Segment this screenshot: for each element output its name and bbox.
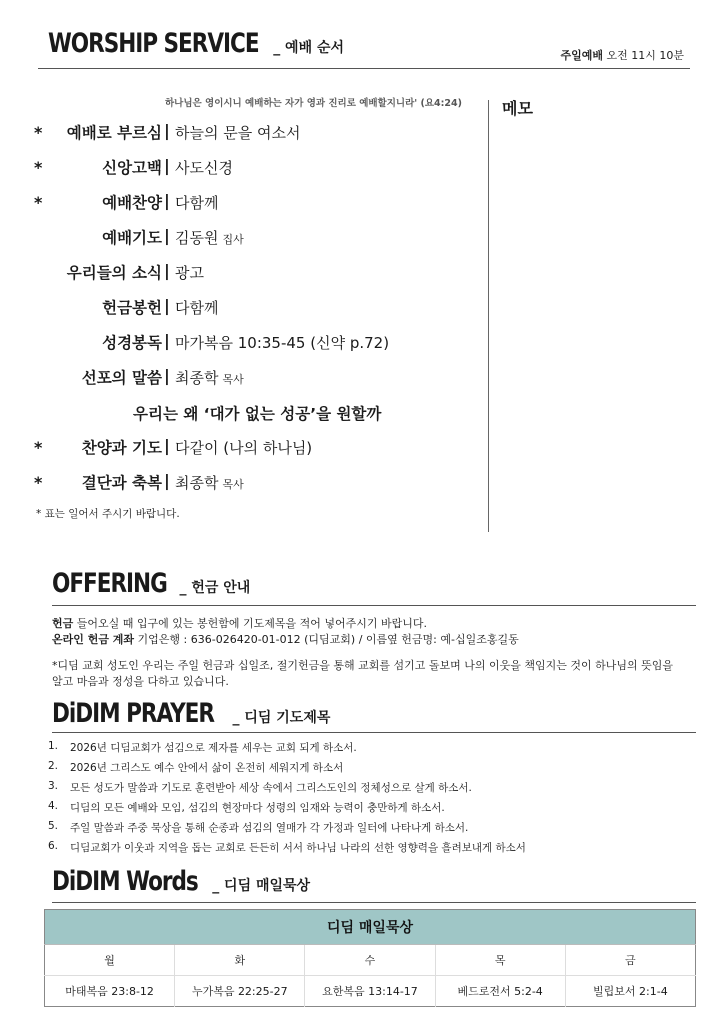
service-time-value: 오전 11시 10분 (606, 49, 684, 62)
separator-bar: | (164, 261, 170, 280)
worship-item (30, 191, 470, 215)
prayer-number: 6. (48, 840, 59, 852)
worship-item-value (175, 227, 244, 248)
reading-cell: 빌립보서 2:1-4 (593, 985, 668, 998)
worship-item (30, 226, 470, 250)
worship-item-text: 사도신경 (175, 159, 233, 177)
worship-item-label: 결단과 축복 (81, 474, 162, 492)
worship-divider (38, 68, 690, 69)
prayer-item (48, 760, 526, 780)
worship-item-label: 우리들의 소식 (66, 264, 162, 282)
standing-note: * 표는 일어서 주시기 바랍니다. (36, 508, 180, 520)
offering-line-2 (52, 631, 519, 647)
prayer-item (48, 820, 526, 840)
table-caption: 디딤 매일묵상 (45, 910, 696, 945)
separator-bar: | (164, 296, 170, 315)
worship-item-value (175, 262, 208, 283)
offering-divider (52, 605, 696, 606)
scripture-verse: 하나님은 영이시니 예배하는 자가 영과 진리로 예배할지니라' (요4:24) (165, 98, 462, 109)
memo-title: 메모 (502, 99, 533, 118)
worship-item-value (175, 437, 316, 458)
separator-bar: | (164, 331, 170, 350)
standing-star: * (34, 123, 43, 142)
worship-item (30, 471, 470, 495)
offering-label: 헌금 (52, 617, 74, 630)
separator-bar: | (164, 436, 170, 455)
worship-item-text: 마가복음 10:35-45 (신약 p.72) (175, 334, 390, 352)
reading-cell: 누가복음 22:25-27 (175, 976, 305, 1007)
prayer-number: 2. (48, 760, 59, 772)
words-subtitle: _ 디딤 매일묵상 (212, 878, 311, 894)
prayer-number: 4. (48, 800, 59, 812)
separator-bar: | (164, 121, 170, 140)
worship-title: WORSHIP SERVICE (48, 28, 259, 59)
prayer-number: 5. (48, 820, 59, 832)
worship-item-value (175, 297, 222, 318)
worship-heading (48, 28, 344, 59)
day-cell: 월 (45, 945, 175, 976)
prayer-text: 2026년 디딤교회가 섬김으로 제자를 세우는 교회 되게 하소서. (70, 742, 357, 754)
worship-item (30, 121, 470, 145)
worship-item-label: 헌금봉헌 (102, 299, 162, 317)
prayer-text: 2026년 그리스도 예수 안에서 삶이 온전히 세워지게 하소서 (70, 762, 344, 774)
worship-item-value (175, 367, 244, 388)
prayer-text: 디딤의 모든 예배와 모임, 섬김의 현장마다 성령의 임재와 능력이 충만하게 하소서. (70, 802, 445, 814)
prayer-subtitle: _ 디딤 기도제목 (232, 710, 331, 726)
reading-cell: 마태복음 23:8-12 (45, 976, 175, 1007)
worship-item (30, 261, 470, 285)
worship-item-text: 최종학 (175, 369, 219, 387)
separator-bar: | (164, 471, 170, 490)
reading-cell: 베드로전서 5:2-4 (435, 976, 565, 1007)
worship-item-value (175, 122, 304, 143)
worship-item-role: 목사 (222, 478, 244, 491)
service-label: 주일예배 (560, 49, 603, 62)
offering-instruction: 들어오실 때 입구에 있는 봉헌함에 기도제목을 적어 넣어주시기 바랍니다. (73, 617, 428, 630)
worship-item (30, 331, 470, 355)
worship-item-label: 선포의 말씀 (81, 369, 162, 387)
standing-star: * (34, 438, 43, 457)
worship-item (30, 366, 470, 390)
worship-subtitle: _ 예배 순서 (273, 40, 345, 56)
prayer-text: 모든 성도가 말씀과 기도로 훈련받아 세상 속에서 그리스도인의 정체성으로 살게 하소서. (70, 782, 472, 794)
prayer-item (48, 800, 526, 820)
worship-item (30, 156, 470, 180)
worship-item-value (175, 157, 237, 178)
offering-title: OFFERING (52, 568, 167, 599)
bank-account: 기업은행 : 636-026420-01-012 (디딤교회) / 이름옆 헌금명: 예-십일조홍길동 (134, 633, 519, 646)
prayer-number: 1. (48, 740, 59, 752)
worship-item-label: 찬양과 기도 (81, 439, 162, 457)
words-title: DiDIM Words (52, 866, 198, 897)
worship-item-value (175, 472, 244, 493)
separator-bar: | (164, 366, 170, 385)
worship-item-value (175, 332, 393, 353)
worship-item (30, 436, 470, 460)
separator-bar: | (164, 226, 170, 245)
separator-bar: | (164, 156, 170, 175)
sermon-title: 우리는 왜 ‘대가 없는 성공’을 원할까 (133, 405, 382, 423)
days-row (45, 945, 696, 976)
reading-cell: 요한복음 13:14-17 (305, 976, 435, 1007)
standing-star: * (34, 193, 43, 212)
worship-item-label: 예배로 부르심 (66, 124, 162, 142)
readings-row (45, 976, 696, 1007)
prayer-item (48, 780, 526, 800)
offering-line-1 (52, 615, 427, 631)
day-cell: 수 (305, 945, 435, 976)
worship-item-text: 다함께 (175, 299, 219, 317)
prayer-list (48, 740, 526, 860)
column-divider (488, 100, 489, 532)
worship-item-label: 성경봉독 (102, 334, 162, 352)
prayer-item (48, 840, 526, 860)
worship-item-text: 김동원 (175, 229, 219, 247)
words-heading (52, 866, 310, 897)
online-offering-label: 온라인 헌금 계좌 (52, 633, 135, 646)
standing-star: * (34, 158, 43, 177)
worship-item-role: 목사 (222, 373, 244, 386)
worship-item-text: 다함께 (175, 194, 219, 212)
worship-item-text: 최종학 (175, 474, 219, 492)
standing-star: * (34, 473, 43, 492)
prayer-item (48, 740, 526, 760)
worship-item (30, 296, 470, 320)
worship-item-text: 다같이 (나의 하나님) (175, 439, 313, 457)
worship-item-text: 광고 (175, 264, 204, 282)
prayer-divider (52, 732, 696, 733)
prayer-text: 주일 말씀과 주중 묵상을 통해 순종과 섬김의 열매가 각 가정과 일터에 나타나게 하소서. (70, 822, 469, 834)
prayer-number: 3. (48, 780, 59, 792)
worship-item-label: 예배기도 (102, 229, 162, 247)
worship-item-text: 하늘의 문을 여소서 (175, 124, 301, 142)
worship-item-label: 신앙고백 (102, 159, 162, 177)
worship-item-label: 예배찬양 (102, 194, 162, 212)
day-cell: 금 (565, 945, 695, 976)
prayer-title: DiDIM PRAYER (52, 698, 214, 729)
daily-meditation-table (44, 909, 696, 1007)
worship-item-value (175, 192, 222, 213)
offering-heading (52, 568, 250, 599)
prayer-text: 디딤교회가 이웃과 지역을 돕는 교회로 든든히 서서 하나님 나라의 선한 영향력을 흘려보내게 하소서 (70, 842, 526, 854)
offering-subtitle: _ 헌금 안내 (179, 580, 251, 596)
separator-bar: | (164, 191, 170, 210)
prayer-heading (52, 698, 330, 729)
day-cell: 목 (435, 945, 565, 976)
words-divider (52, 902, 696, 903)
offering-note-1: *디딤 교회 성도인 우리는 주일 헌금과 십일조, 절기헌금을 통해 교회를 섬기고 돌보며 나의 이웃을 책임지는 것이 하나님의 뜻임을 (52, 659, 673, 672)
offering-note-2: 알고 마음과 정성을 다하고 있습니다. (52, 675, 229, 688)
day-cell: 화 (175, 945, 305, 976)
worship-item-role: 집사 (222, 233, 244, 246)
service-time (560, 47, 684, 63)
